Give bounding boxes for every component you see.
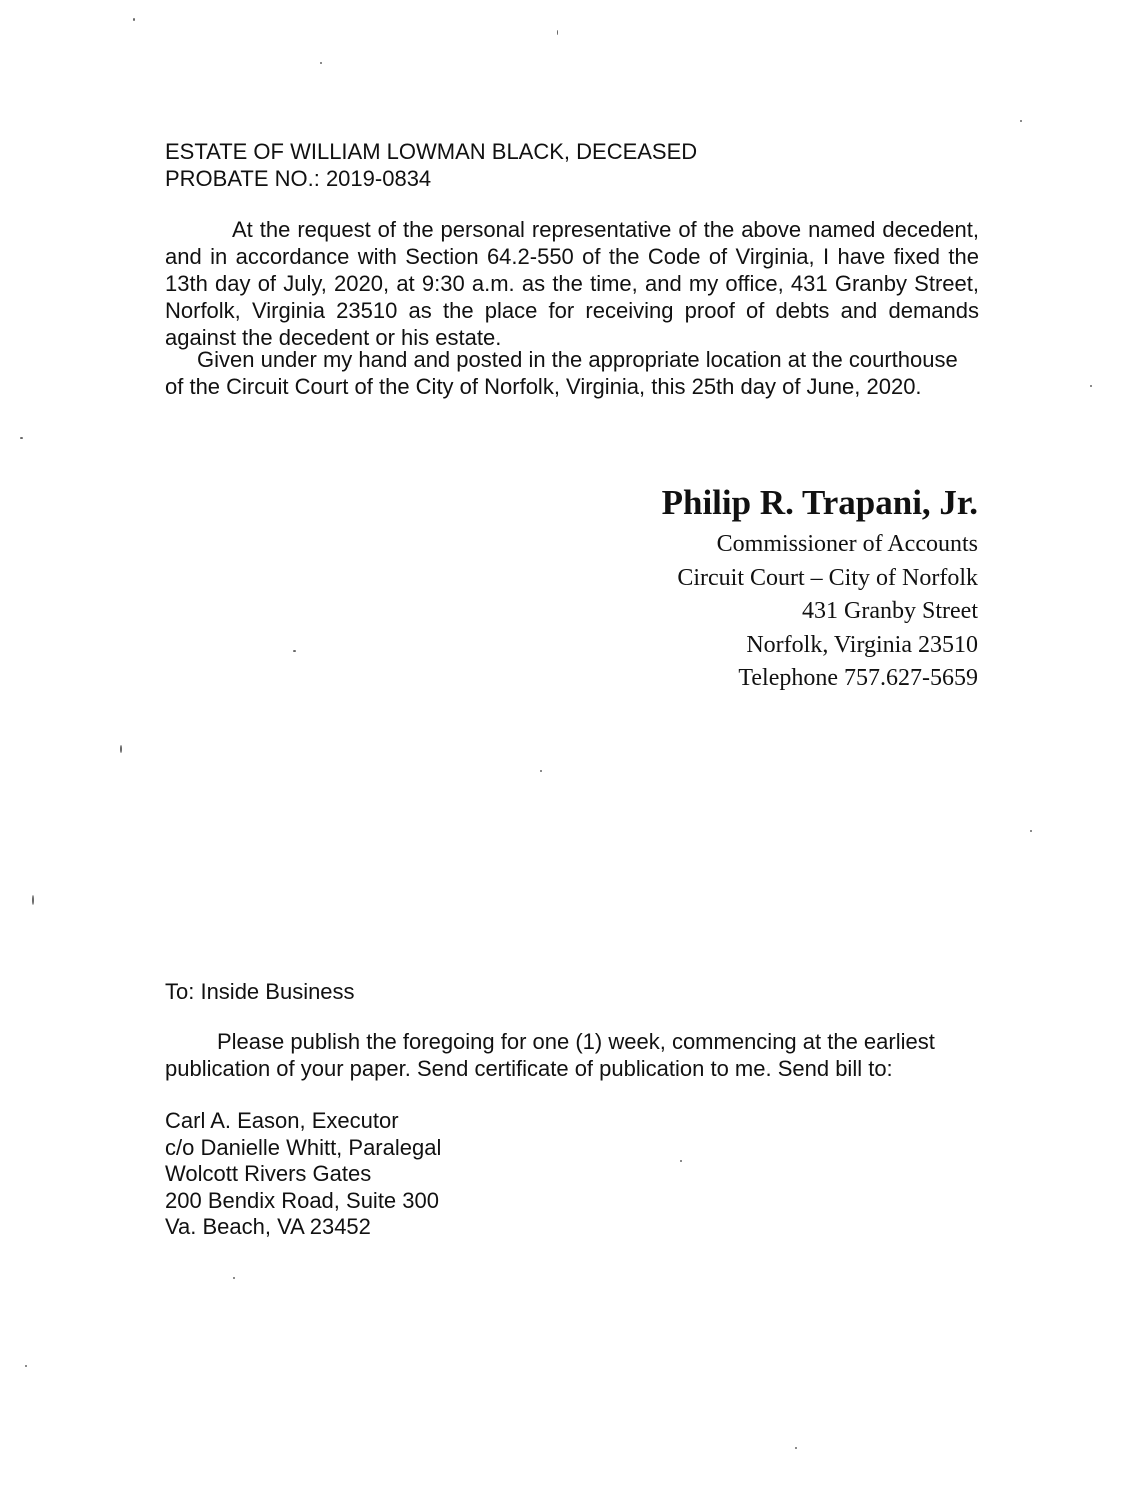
signer-title: Commissioner of Accounts	[716, 531, 978, 557]
bill-to-line-4: 200 Bendix Road, Suite 300	[165, 1187, 439, 1213]
notice-paragraph-1: At the request of the personal representative of the above named decedent, and in accordance with Section 64.2-550 of the Code of Virginia, I have fixed the 13th day of July, 2020, at 9:30 a.m. as the time, and my office, 431 Granby Street, Norfolk, Virginia 23510 as the place for receiving proof of debts and demands against the decedent or his estate.	[165, 217, 979, 350]
scan-speck	[32, 895, 34, 905]
scan-speck	[20, 437, 23, 439]
notice-heading	[165, 138, 985, 192]
publish-line-1: Please publish the foregoing for one (1) week, commencing at the earliest	[217, 1029, 935, 1054]
signature-block	[662, 480, 978, 696]
bill-to-address	[165, 1108, 441, 1241]
scan-speck	[540, 770, 542, 772]
scan-speck	[680, 1160, 682, 1162]
scan-speck	[795, 1447, 797, 1449]
signer-street: 431 Granby Street	[802, 598, 978, 624]
bill-to-line-3: Wolcott Rivers Gates	[165, 1161, 372, 1186]
scan-speck	[1090, 385, 1092, 387]
recipient-line: To: Inside Business	[165, 979, 355, 1004]
publish-instructions	[165, 1028, 965, 1082]
scan-speck	[320, 62, 322, 64]
scan-speck	[233, 1277, 235, 1279]
scan-speck	[25, 1365, 27, 1367]
signer-court: Circuit Court – City of Norfolk	[677, 564, 978, 591]
scan-speck	[557, 30, 558, 35]
bill-to-line-5: Va. Beach, VA 23452	[165, 1214, 371, 1239]
signer-name: Philip R. Trapani, Jr.	[661, 483, 978, 522]
scan-speck	[293, 650, 296, 652]
scan-speck	[1020, 120, 1022, 122]
bill-to-line-2: c/o Danielle Whitt, Paralegal	[165, 1134, 442, 1160]
scan-speck	[120, 745, 122, 753]
scan-speck	[1030, 830, 1032, 832]
signer-city: Norfolk, Virginia 23510	[746, 631, 978, 658]
notice-paragraph-2: Given under my hand and posted in the appropriate location at the courthouse of the Circuit Court of the City of Norfolk, Virginia, this 25th day of June, 2020.	[165, 347, 958, 399]
signer-telephone: Telephone 757.627-5659	[738, 665, 978, 691]
probate-number: PROBATE NO.: 2019-0834	[165, 166, 432, 191]
publish-line-2: publication of your paper. Send certificate of publication to me. Send bill to:	[165, 1056, 893, 1081]
scan-speck	[133, 18, 135, 21]
estate-title: ESTATE OF WILLIAM LOWMAN BLACK, DECEASED	[165, 139, 698, 164]
bill-to-line-1: Carl A. Eason, Executor	[165, 1108, 399, 1133]
